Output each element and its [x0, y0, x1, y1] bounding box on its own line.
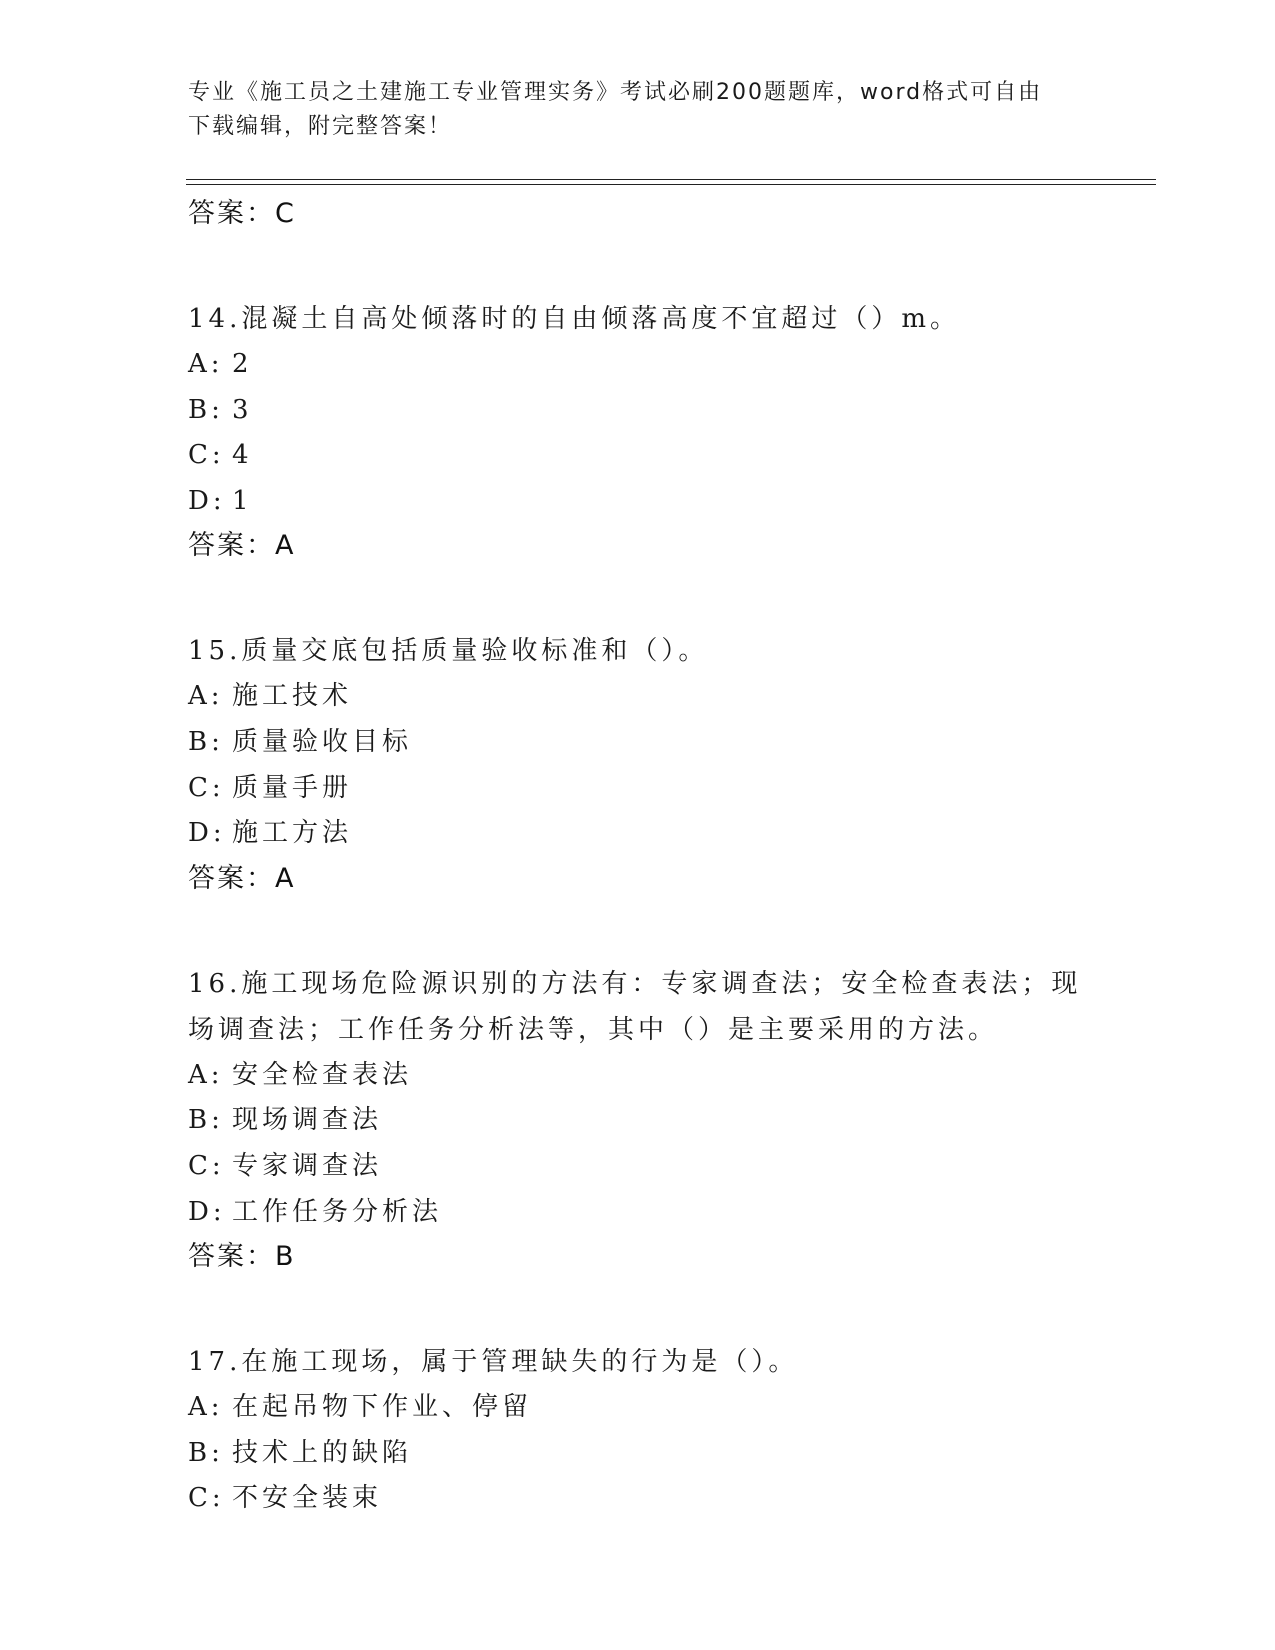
- option-text: 3: [232, 394, 253, 425]
- option-text: 施工方法: [232, 818, 353, 849]
- question-text: 14.混凝土自高处倾落时的自由倾落高度不宜超过（）m。: [188, 304, 961, 334]
- option-item: [188, 1053, 1088, 1099]
- option-item: [188, 388, 1088, 434]
- option-label: A:: [188, 349, 224, 379]
- option-label: B:: [188, 726, 224, 757]
- option-text: 质量手册: [232, 772, 353, 803]
- option-text: 1: [232, 485, 253, 516]
- answer-line: 答案：A: [188, 862, 296, 894]
- answer-line: 答案：B: [188, 1241, 296, 1273]
- question-block: [188, 296, 1088, 568]
- option-label: A:: [188, 1392, 224, 1423]
- option-text: 2: [232, 349, 253, 379]
- question-text: 16.施工现场危险源识别的方法有：专家调查法；安全检查表法；现场调查法；工作任务分析法等，其中（）是主要采用的方法。: [188, 968, 1082, 1045]
- option-item: [188, 1098, 1088, 1144]
- option-item: [188, 479, 1088, 525]
- option-label: D:: [188, 818, 226, 849]
- question-text: 17.在施工现场，属于管理缺失的行为是（）。: [188, 1347, 799, 1378]
- option-item: [188, 433, 1088, 479]
- question-list: [188, 190, 1088, 1522]
- option-text: 技术上的缺陷: [232, 1437, 413, 1468]
- option-item: [188, 1476, 1088, 1522]
- answer-line: 答案：A: [188, 530, 296, 562]
- header-line-2: 下载编辑，附完整答案！: [188, 114, 453, 139]
- option-label: C:: [188, 440, 225, 471]
- option-item: [188, 1385, 1088, 1431]
- option-item: [188, 720, 1088, 766]
- option-item: [188, 1144, 1088, 1190]
- option-label: C:: [188, 1483, 225, 1514]
- document-header: [188, 76, 1068, 144]
- option-text: 4: [232, 440, 253, 471]
- option-label: B:: [188, 1437, 224, 1468]
- option-text: 安全检查表法: [232, 1059, 413, 1090]
- option-label: C:: [188, 772, 225, 803]
- answer-line: 答案：C: [188, 198, 296, 229]
- header-divider-top: [186, 179, 1156, 180]
- option-item: [188, 1431, 1088, 1477]
- option-label: D:: [188, 1196, 226, 1227]
- question-block: [188, 961, 1088, 1279]
- option-label: A:: [188, 1059, 224, 1090]
- option-item: [188, 342, 1088, 388]
- option-text: 工作任务分析法: [232, 1196, 443, 1227]
- option-item: [188, 1190, 1088, 1236]
- option-text: 在起吊物下作业、停留: [232, 1392, 533, 1423]
- option-text: 不安全装束: [232, 1483, 383, 1514]
- option-text: 专家调查法: [232, 1150, 383, 1181]
- question-block: [188, 1339, 1088, 1522]
- option-label: D:: [188, 485, 226, 516]
- header-line-1: 专业《施工员之土建施工专业管理实务》考试必刷200题题库，word格式可自由: [188, 80, 1043, 105]
- option-label: B:: [188, 394, 224, 425]
- header-divider-bottom: [186, 184, 1156, 185]
- option-text: 施工技术: [232, 681, 353, 712]
- option-item: [188, 811, 1088, 857]
- option-label: B:: [188, 1105, 224, 1136]
- option-item: [188, 766, 1088, 812]
- option-item: [188, 674, 1088, 720]
- option-label: C:: [188, 1150, 225, 1181]
- question-text: 15.质量交底包括质量验收标准和（）。: [188, 636, 709, 667]
- option-label: A:: [188, 681, 224, 712]
- option-text: 现场调查法: [232, 1105, 383, 1136]
- option-text: 质量验收目标: [232, 726, 413, 757]
- question-block: [188, 628, 1088, 900]
